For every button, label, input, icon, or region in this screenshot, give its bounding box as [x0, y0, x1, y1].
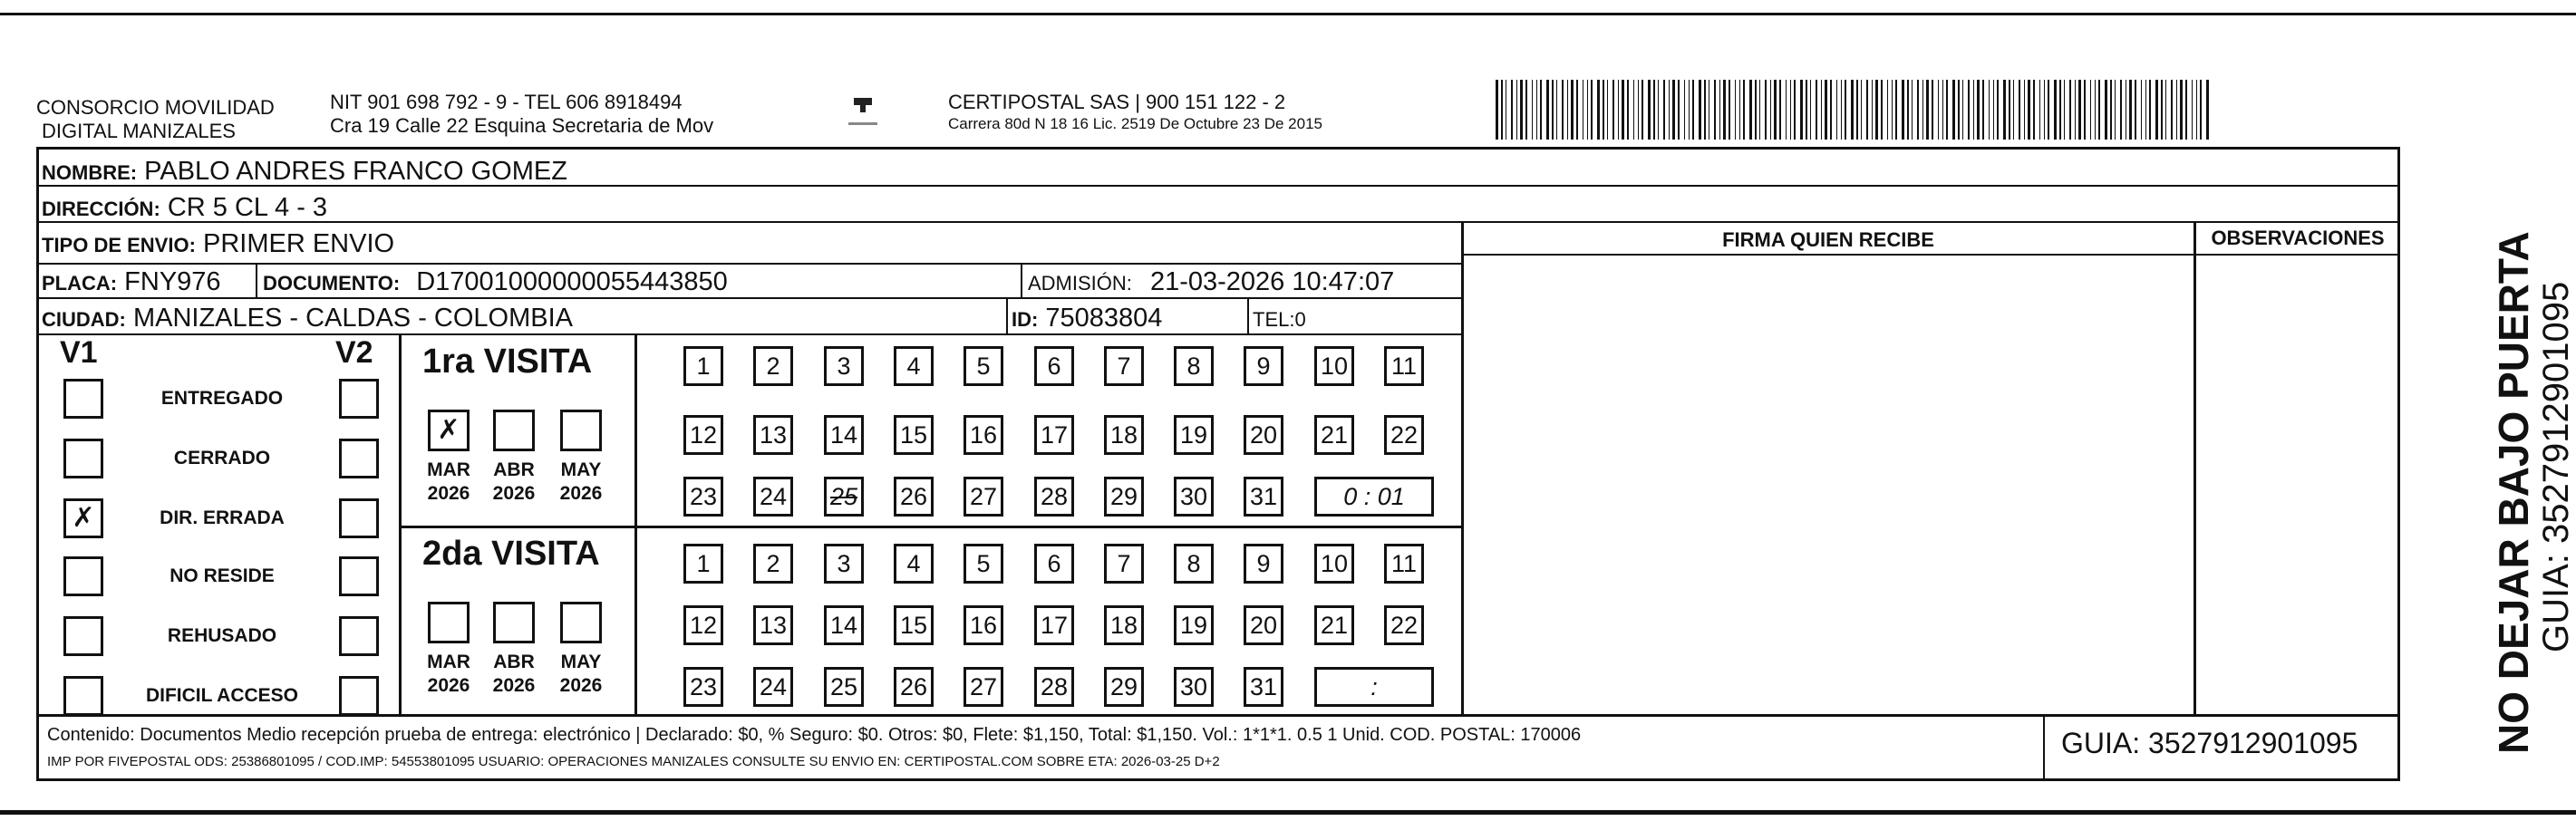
- barcode-bar: [2171, 80, 2173, 140]
- month-label: MAR 2026: [427, 459, 470, 504]
- barcode-bar: [1689, 80, 1690, 140]
- barcode-bar: [1719, 80, 1720, 140]
- barcode-bar: [2013, 80, 2014, 140]
- day-checkbox[interactable]: 20: [1244, 605, 1283, 645]
- documento-label: DOCUMENTO:: [263, 272, 401, 295]
- company-nit: [330, 91, 713, 138]
- barcode-bar: [1821, 80, 1822, 140]
- day-checkbox[interactable]: 11: [1384, 544, 1424, 584]
- day-checkbox[interactable]: 16: [964, 605, 1003, 645]
- barcode-bar: [1749, 80, 1752, 140]
- barcode-bar: [2180, 80, 2183, 140]
- firma-header: FIRMA QUIEN RECIBE: [1722, 228, 1934, 251]
- nombre-value: PABLO ANDRES FRANCO GOMEZ: [144, 157, 567, 186]
- barcode-bar: [2155, 80, 2158, 140]
- barcode-bar: [2149, 80, 2151, 140]
- barcode-bar: [1759, 80, 1760, 140]
- barcode-bar: [1520, 80, 1523, 140]
- barcode-bar: [1993, 80, 1994, 140]
- day-checkbox[interactable]: 4: [894, 346, 934, 386]
- id-value: 75083804: [1045, 304, 1163, 333]
- barcode-bar: [1501, 80, 1503, 140]
- day-checkbox[interactable]: 13: [753, 415, 793, 455]
- day-checkbox[interactable]: 30: [1174, 667, 1214, 707]
- first-visit-title: 1ra VISITA: [422, 343, 593, 381]
- barcode-bar: [2064, 80, 2065, 140]
- placa-field: [42, 266, 221, 299]
- barcode-bar: [2019, 80, 2020, 140]
- barcode-bar: [2033, 80, 2035, 140]
- barcode-bar: [1881, 80, 1883, 140]
- row-line: [1463, 254, 2400, 256]
- barcode-bar: [2161, 80, 2163, 140]
- month-label: MAY 2026: [559, 652, 603, 696]
- barcode-bar: [2084, 80, 2086, 140]
- barcode-bar: [1938, 80, 1939, 140]
- day-checkbox[interactable]: 22: [1384, 605, 1424, 645]
- barcode-bar: [1729, 80, 1730, 140]
- day-checkbox[interactable]: 2: [753, 346, 793, 386]
- barcode-bar: [1536, 80, 1537, 140]
- barcode-bar: [1699, 80, 1701, 140]
- day-checkbox[interactable]: 13: [753, 605, 793, 645]
- day-checkbox[interactable]: 28: [1034, 477, 1074, 517]
- day-checkbox[interactable]: 3: [824, 544, 864, 584]
- barcode-bar: [1800, 80, 1803, 140]
- barcode-bar: [1672, 80, 1675, 140]
- nit-line2: Cra 19 Calle 22 Esquina Secretaria de Mov: [330, 114, 714, 137]
- barcode-bar: [1786, 80, 1787, 140]
- barcode-bar: [2069, 80, 2071, 140]
- barcode-bar: [1618, 80, 1619, 140]
- barcode-bar: [1875, 80, 1878, 140]
- barcode-bar: [2078, 80, 2081, 140]
- barcode-bar: [1866, 80, 1868, 140]
- status-v1-checkbox[interactable]: [63, 676, 103, 716]
- day-checkbox[interactable]: 21: [1314, 605, 1354, 645]
- month-label: ABR 2026: [492, 459, 536, 504]
- v1-label: V1: [60, 335, 98, 370]
- barcode-bar: [1946, 80, 1948, 140]
- barcode-bar: [1952, 80, 1955, 140]
- barcode-bar: [1755, 80, 1757, 140]
- barcode-bar: [1692, 80, 1694, 140]
- top-edge-line: [0, 13, 2576, 15]
- nit-line1: NIT 901 698 792 - 9 - TEL 606 8918494: [330, 91, 683, 113]
- ciudad-field: [42, 303, 573, 335]
- barcode-bar: [2115, 80, 2116, 140]
- ciudad-label: CIUDAD:: [42, 308, 126, 331]
- barcode-bar: [1794, 80, 1796, 140]
- barcode-bar: [1641, 80, 1643, 140]
- day-checkbox[interactable]: 12: [683, 605, 723, 645]
- footer-divider: [2043, 716, 2045, 781]
- day-checkbox[interactable]: 21: [1314, 415, 1354, 455]
- day-checkbox[interactable]: 17: [1034, 605, 1074, 645]
- barcode-bar: [1765, 80, 1767, 140]
- day-checkbox[interactable]: 5: [964, 544, 1003, 584]
- barcode-bar: [1932, 80, 1933, 140]
- barcode-bar: [2200, 80, 2202, 140]
- day-checkbox[interactable]: 28: [1034, 667, 1074, 707]
- barcode-bar: [1902, 80, 1904, 140]
- barcode-bar: [1895, 80, 1897, 140]
- barcode-bar: [1887, 80, 1888, 140]
- barcode-bar: [1546, 80, 1549, 140]
- day-checkbox[interactable]: 6: [1034, 544, 1074, 584]
- barcode-bar: [1607, 80, 1608, 140]
- barcode-bar: [1942, 80, 1943, 140]
- status-v1-checkbox[interactable]: [63, 439, 103, 478]
- month-checkbox[interactable]: [560, 602, 602, 643]
- certipostal-line1: CERTIPOSTAL SAS | 900 151 122 - 2: [948, 91, 1286, 113]
- footer-content: Contenido: Documentos Medio recepción prueba de entrega: electrónico | Declarado: $0, % Seguro: $0. Otros: $0, Flete: $1,150, Total: $1,150. Vol.: 1*1*1. 0.5 1 Unid. COD. POSTAL: 170006: [47, 725, 1582, 745]
- row-line: [36, 263, 1463, 265]
- row-line: [36, 714, 2400, 717]
- barcode-bar: [1556, 80, 1557, 140]
- month-checkbox[interactable]: [493, 410, 535, 451]
- observaciones-header: OBSERVACIONES: [2211, 227, 2385, 249]
- day-checkbox[interactable]: 31: [1244, 667, 1283, 707]
- day-checkbox[interactable]: 24: [753, 667, 793, 707]
- second-visit-title: 2da VISITA: [422, 535, 600, 573]
- direccion-field: [42, 192, 327, 225]
- barcode-bar: [2059, 80, 2061, 140]
- month-checkbox[interactable]: [493, 602, 535, 643]
- day-checkbox[interactable]: 8: [1174, 346, 1214, 386]
- day-checkbox[interactable]: 19: [1174, 415, 1214, 455]
- barcode-bar: [1511, 80, 1513, 140]
- month-label: ABR 2026: [492, 652, 536, 696]
- documento-field: [263, 266, 728, 299]
- day-checkbox[interactable]: 1: [683, 544, 723, 584]
- barcode-bar: [1836, 80, 1837, 140]
- barcode-bar: [2095, 80, 2096, 140]
- col-line-observaciones: [2193, 223, 2196, 714]
- status-label: NO RESIDE: [169, 565, 275, 586]
- barcode-bar: [1989, 80, 1990, 140]
- day-checkbox[interactable]: 11: [1384, 346, 1424, 386]
- day-checkbox[interactable]: 1: [683, 346, 723, 386]
- day-checkbox[interactable]: 17: [1034, 415, 1074, 455]
- barcode-bar: [1907, 80, 1909, 140]
- tel-field: [1253, 304, 1306, 335]
- status-v2-checkbox[interactable]: [339, 616, 379, 656]
- side-text: [2491, 231, 2536, 754]
- day-checkbox[interactable]: 26: [894, 477, 934, 517]
- col-line-tel: [1247, 297, 1249, 333]
- status-v1-checkbox[interactable]: ✗: [63, 498, 103, 538]
- barcode-bar: [2075, 80, 2076, 140]
- id-field: [1012, 303, 1162, 335]
- month-label: MAY 2026: [559, 459, 603, 504]
- barcode-bar: [1872, 80, 1873, 140]
- tipo-envio-label: TIPO DE ENVIO:: [42, 234, 196, 256]
- col-line-id: [1006, 297, 1008, 333]
- barcode-bar: [2192, 80, 2193, 140]
- row-line: [36, 221, 2400, 223]
- status-v1-checkbox[interactable]: [63, 556, 103, 596]
- barcode-bar: [1591, 80, 1593, 140]
- barcode-bar: [1825, 80, 1827, 140]
- day-checkbox[interactable]: 20: [1244, 415, 1283, 455]
- nombre-field: [42, 156, 567, 188]
- admision-value: 21-03-2026 10:47:07: [1149, 267, 1395, 296]
- barcode-bar: [1830, 80, 1832, 140]
- visit-divider: [399, 526, 1463, 528]
- barcode-bar: [1841, 80, 1842, 140]
- tel-label: TEL:: [1253, 308, 1295, 331]
- side-guia-number: GUIA: 3527912901095: [2536, 281, 2576, 652]
- v2-label: V2: [335, 335, 373, 370]
- day-checkbox[interactable]: 10: [1314, 346, 1354, 386]
- barcode-bar: [1962, 80, 1963, 140]
- barcode-bar: [1648, 80, 1651, 140]
- barcode-bar: [2145, 80, 2146, 140]
- barcode-bar: [1816, 80, 1817, 140]
- day-checkbox[interactable]: 15: [894, 605, 934, 645]
- barcode-bar: [2028, 80, 2030, 140]
- barcode-bar: [1977, 80, 1980, 140]
- month-checkbox[interactable]: ✗: [428, 410, 470, 451]
- day-checkbox[interactable]: 29: [1104, 477, 1144, 517]
- barcode-bar: [1627, 80, 1629, 140]
- barcode-bar: [1678, 80, 1680, 140]
- barcode-bar: [2009, 80, 2010, 140]
- barcode-bar: [1525, 80, 1527, 140]
- day-checkbox[interactable]: 25: [824, 667, 864, 707]
- barcode-bar: [2090, 80, 2091, 140]
- barcode-bar: [1845, 80, 1846, 140]
- barcode-bar: [2105, 80, 2107, 140]
- id-label: ID:: [1012, 308, 1039, 331]
- day-checkbox[interactable]: 29: [1104, 667, 1144, 707]
- barcode-bar: [2120, 80, 2122, 140]
- day-checkbox[interactable]: 10: [1314, 544, 1354, 584]
- month-label: MAR 2026: [427, 652, 470, 696]
- status-v2-checkbox[interactable]: [339, 439, 379, 478]
- barcode-bar: [1770, 80, 1771, 140]
- barcode-bar: [1735, 80, 1736, 140]
- barcode-bar: [1968, 80, 1970, 140]
- col-line-visits: [399, 333, 402, 714]
- admision-label: ADMISIÓN:: [1028, 272, 1132, 295]
- barcode-bar: [2024, 80, 2025, 140]
- barcode-bar: [1567, 80, 1568, 140]
- barcode-bar: [1851, 80, 1854, 140]
- barcode-bar: [1790, 80, 1791, 140]
- status-v1-checkbox[interactable]: [63, 379, 103, 419]
- tel-value: 0: [1294, 308, 1306, 331]
- barcode-bar: [2048, 80, 2049, 140]
- barcode-bar: [1714, 80, 1716, 140]
- day-checkbox[interactable]: 18: [1104, 415, 1144, 455]
- barcode-bar: [1912, 80, 1913, 140]
- status-v2-checkbox[interactable]: [339, 556, 379, 596]
- barcode-bar: [1856, 80, 1858, 140]
- barcode-bar: [2129, 80, 2132, 140]
- barcode-bar: [2110, 80, 2112, 140]
- barcode-bar: [2165, 80, 2166, 140]
- day-checkbox[interactable]: 19: [1174, 605, 1214, 645]
- visit-time-box[interactable]: :: [1314, 667, 1434, 707]
- status-v2-checkbox[interactable]: [339, 498, 379, 538]
- barcode-bar: [1917, 80, 1919, 140]
- barcode-bar: [2098, 80, 2100, 140]
- no-dejar-warning: NO DEJAR BAJO PUERTA: [2490, 231, 2537, 754]
- day-checkbox[interactable]: 7: [1104, 544, 1144, 584]
- admision-field: [1028, 266, 1394, 299]
- month-checkbox[interactable]: [560, 410, 602, 451]
- barcode-bar: [1597, 80, 1600, 140]
- barcode-bar: [1810, 80, 1811, 140]
- barcode-bar: [1571, 80, 1574, 140]
- company-name: [36, 96, 275, 143]
- placa-label: PLACA:: [42, 272, 118, 295]
- barcode-bar: [1926, 80, 1929, 140]
- barcode-bar: [1743, 80, 1745, 140]
- barcode-bar: [1587, 80, 1588, 140]
- tipo-envio-value: PRIMER ENVIO: [202, 229, 395, 258]
- day-checkbox[interactable]: 14: [824, 605, 864, 645]
- barcode-bar: [1552, 80, 1554, 140]
- barcode-bar: [1973, 80, 1974, 140]
- direccion-label: DIRECCIÓN:: [42, 198, 160, 220]
- barcode-bar: [1704, 80, 1706, 140]
- barcode-bar: [2196, 80, 2197, 140]
- col-line-admision: [1021, 263, 1022, 297]
- day-checkbox[interactable]: 30: [1174, 477, 1214, 517]
- barcode-bar: [2176, 80, 2177, 140]
- status-label: CERRADO: [173, 448, 271, 468]
- day-checkbox[interactable]: 24: [753, 477, 793, 517]
- barcode-bar: [2206, 80, 2209, 140]
- barcode-bar: [1861, 80, 1862, 140]
- col-line-placa: [256, 263, 257, 297]
- footer-print-info: IMP POR FIVEPOSTAL ODS: 25386801095 / COD.IMP: 54553801095 USUARIO: OPERACIONES MANIZALES CONSULTE SU ENVIO EN: CERTIPOSTAL.COM SOBRE ETA: 2026-03-25 D+2: [47, 754, 1220, 769]
- month-checkbox[interactable]: [428, 602, 470, 643]
- barcode-bar: [1622, 80, 1624, 140]
- barcode-bar: [2135, 80, 2136, 140]
- barcode-bar: [1576, 80, 1578, 140]
- placa-value: FNY976: [124, 267, 221, 296]
- company-line2: DIGITAL MANIZALES: [42, 120, 236, 142]
- day-checkbox[interactable]: 27: [964, 667, 1003, 707]
- ciudad-value: MANIZALES - CALDAS - COLOMBIA: [132, 304, 573, 333]
- barcode-bar: [1774, 80, 1777, 140]
- bottom-edge-line: [0, 810, 2576, 815]
- barcode-bar: [1739, 80, 1740, 140]
- day-checkbox[interactable]: 16: [964, 415, 1003, 455]
- barcode-bar: [2039, 80, 2040, 140]
- day-checkbox[interactable]: 5: [964, 346, 1003, 386]
- status-v2-checkbox[interactable]: [339, 676, 379, 716]
- barcode-bar: [1892, 80, 1893, 140]
- company-line1: CONSORCIO MOVILIDAD: [36, 96, 275, 119]
- barcode-bar: [2141, 80, 2142, 140]
- day-checkbox[interactable]: 12: [683, 415, 723, 455]
- footer-guia: GUIA: 3527912901095: [2061, 727, 2358, 759]
- barcode-bar: [1612, 80, 1614, 140]
- day-checkbox[interactable]: 25: [824, 477, 864, 517]
- certipostal-line2: Carrera 80d N 18 16 Lic. 2519 De Octubre 23 De 2015: [948, 115, 1322, 132]
- direccion-value: CR 5 CL 4 - 3: [167, 193, 328, 222]
- barcode-bar: [1638, 80, 1639, 140]
- day-checkbox[interactable]: 23: [683, 477, 723, 517]
- visit-time-box[interactable]: 0 : 01: [1314, 477, 1434, 517]
- barcode-bar: [1562, 80, 1564, 140]
- day-checkbox[interactable]: 18: [1104, 605, 1144, 645]
- day-checkbox[interactable]: 9: [1244, 544, 1283, 584]
- barcode-bar: [1982, 80, 1984, 140]
- barcode-bar: [1997, 80, 1999, 140]
- status-v2-checkbox[interactable]: [339, 379, 379, 419]
- barcode-bar: [1779, 80, 1781, 140]
- day-checkbox[interactable]: 7: [1104, 346, 1144, 386]
- status-label: REHUSADO: [167, 625, 277, 646]
- day-checkbox[interactable]: 6: [1034, 346, 1074, 386]
- certipostal-logo-icon: [843, 94, 883, 130]
- barcode-bar: [1658, 80, 1659, 140]
- day-checkbox[interactable]: 4: [894, 544, 934, 584]
- documento-value: D17001000000055443850: [416, 267, 728, 296]
- barcode-bar: [1958, 80, 1960, 140]
- barcode-bar: [1669, 80, 1670, 140]
- barcode-bar: [2054, 80, 2057, 140]
- side-guia: [2536, 282, 2576, 652]
- barcode-bar: [1684, 80, 1685, 140]
- status-label: ENTREGADO: [160, 388, 284, 409]
- barcode-bar: [1516, 80, 1517, 140]
- day-checkbox[interactable]: 8: [1174, 544, 1214, 584]
- barcode-bar: [1633, 80, 1634, 140]
- status-label: DIR. ERRADA: [160, 507, 285, 528]
- day-checkbox[interactable]: 9: [1244, 346, 1283, 386]
- barcode-bar: [1723, 80, 1726, 140]
- day-checkbox[interactable]: 22: [1384, 415, 1424, 455]
- status-label: DIFICIL ACCESO: [145, 685, 298, 706]
- barcode-bar: [1496, 80, 1498, 140]
- barcode-bar: [1603, 80, 1604, 140]
- barcode: [1496, 80, 2221, 140]
- barcode-bar: [1806, 80, 1807, 140]
- day-checkbox[interactable]: 3: [824, 346, 864, 386]
- day-checkbox[interactable]: 23: [683, 667, 723, 707]
- barcode-bar: [1540, 80, 1542, 140]
- certipostal-info: [948, 91, 1322, 134]
- status-v1-checkbox[interactable]: [63, 616, 103, 656]
- barcode-bar: [1922, 80, 1923, 140]
- day-checkbox[interactable]: 26: [894, 667, 934, 707]
- day-checkbox[interactable]: 14: [824, 415, 864, 455]
- barcode-bar: [1663, 80, 1665, 140]
- day-checkbox[interactable]: 31: [1244, 477, 1283, 517]
- barcode-bar: [2185, 80, 2187, 140]
- barcode-bar: [2044, 80, 2045, 140]
- col-line-firma: [1461, 223, 1464, 714]
- day-checkbox[interactable]: 15: [894, 415, 934, 455]
- barcode-bar: [1653, 80, 1655, 140]
- nombre-label: NOMBRE:: [42, 161, 138, 184]
- barcode-bar: [2003, 80, 2006, 140]
- barcode-bar: [1532, 80, 1533, 140]
- tipo-envio-field: [42, 228, 394, 261]
- day-checkbox[interactable]: 27: [964, 477, 1003, 517]
- day-checkbox[interactable]: 2: [753, 544, 793, 584]
- col-line-days: [634, 333, 637, 714]
